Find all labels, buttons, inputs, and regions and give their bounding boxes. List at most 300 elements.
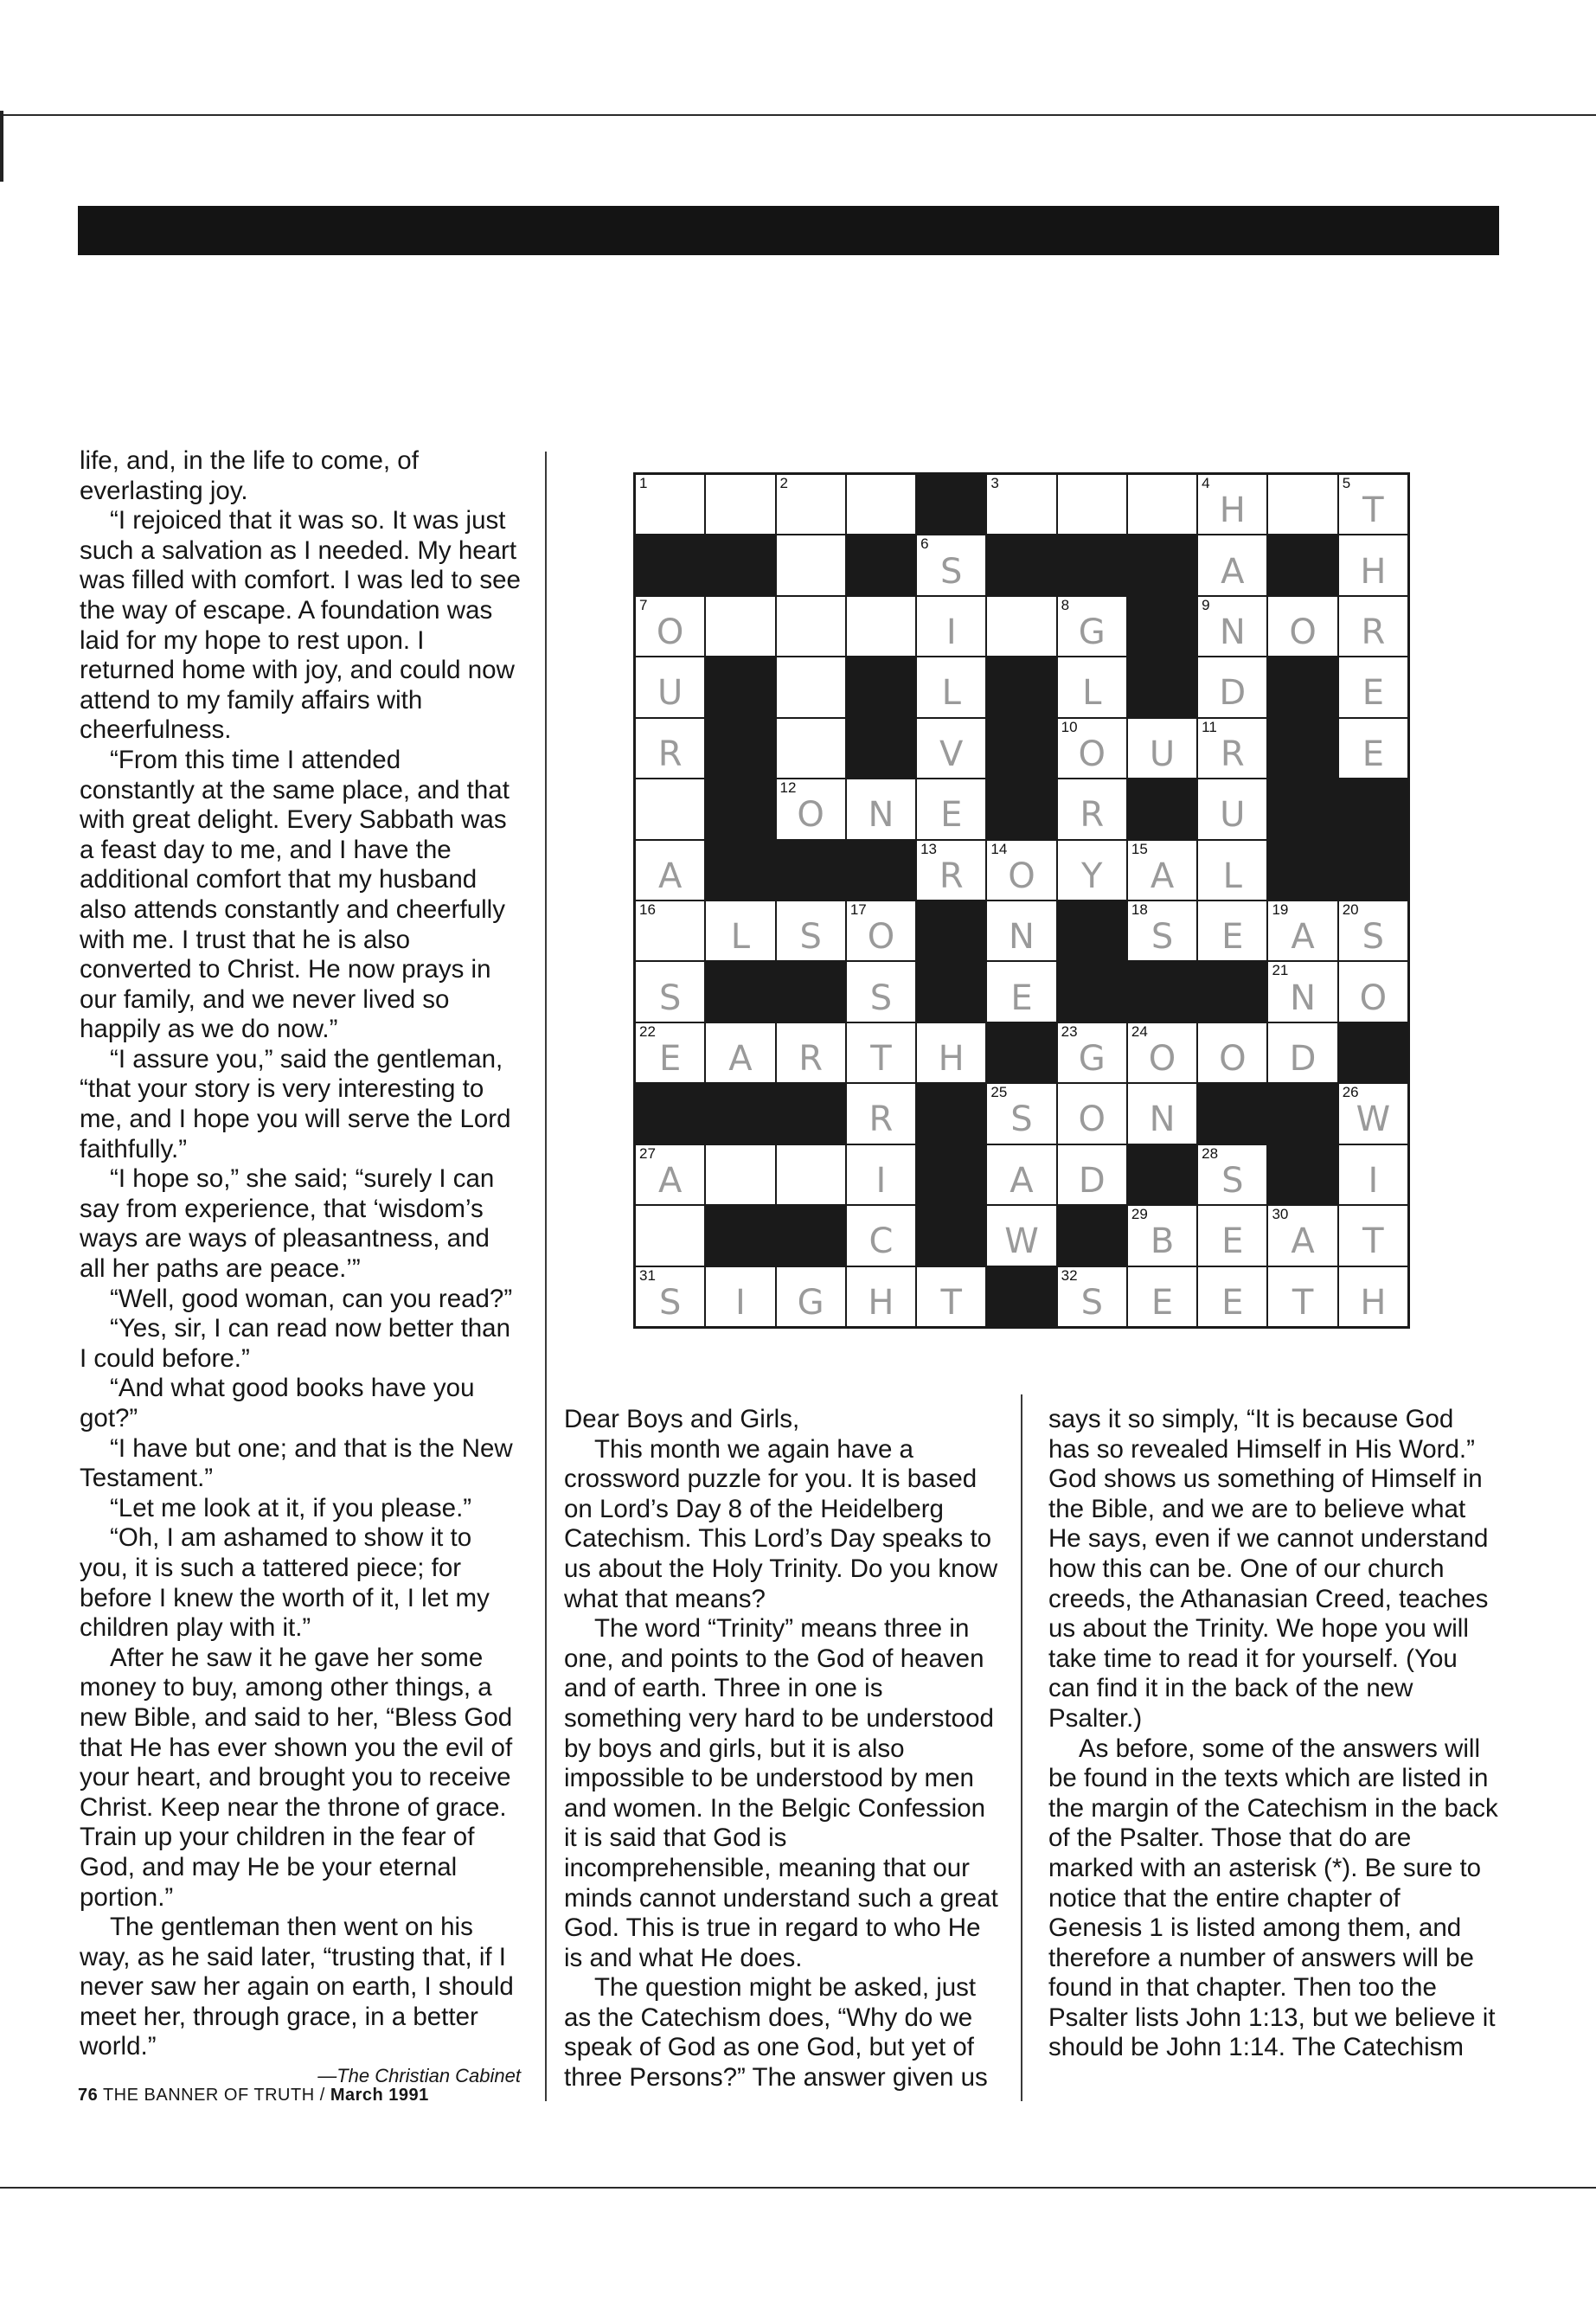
crossword-cell[interactable]: [987, 1206, 1055, 1265]
crossword-cell[interactable]: [1058, 597, 1126, 656]
handwritten-answer-letter: T: [940, 1282, 962, 1323]
handwritten-answer-letter: Y: [1081, 856, 1103, 896]
paragraph: “I have but one; and that is the New Testament.”: [80, 1433, 513, 1493]
crossword-cell[interactable]: [636, 1267, 704, 1326]
crossword-cell[interactable]: [1339, 657, 1407, 716]
handwritten-answer-letter: N: [1009, 917, 1035, 958]
crossword-cell[interactable]: [777, 779, 845, 838]
page-number: 76: [78, 2086, 99, 2105]
crossword-block: [987, 719, 1055, 778]
source-attribution: —The Christian Cabinet: [317, 2065, 521, 2087]
paragraph: The gentleman then went on his way, as he said later, “trusting that, if I never saw her again on earth, I should meet her, through grace, in a better world.”: [80, 1913, 514, 2061]
crossword-cell[interactable]: [1058, 841, 1126, 900]
paragraph: “Let me look at it, if you please.”: [110, 1493, 472, 1522]
crossword-cell[interactable]: [706, 597, 774, 656]
crossword-cell[interactable]: [987, 597, 1055, 656]
crossword-cell[interactable]: [1058, 719, 1126, 778]
handwritten-answer-letter: O: [656, 612, 684, 653]
handwritten-answer-letter: A: [657, 1160, 683, 1201]
left-column-text: [80, 446, 521, 2090]
crossword-cell[interactable]: [847, 779, 915, 838]
crossword-block: [917, 1145, 985, 1204]
crossword-cell[interactable]: [1198, 841, 1266, 900]
crossword-block: [777, 841, 845, 900]
handwritten-answer-letter: O: [1219, 1039, 1247, 1080]
clue-number: 23: [1061, 1022, 1078, 1040]
crossword-block: [917, 1084, 985, 1143]
crossword-cell[interactable]: [636, 475, 704, 534]
clue-number: 32: [1061, 1266, 1078, 1284]
crossword-cell[interactable]: [1058, 1084, 1126, 1143]
middle-column-text: [564, 1405, 1000, 2093]
crossword-cell[interactable]: [1339, 535, 1407, 594]
handwritten-answer-letter: S: [1221, 1160, 1244, 1201]
crossword-block: [706, 779, 774, 838]
crossword-cell[interactable]: [1339, 1206, 1407, 1265]
clue-number: 11: [1202, 718, 1217, 735]
clue-number: 16: [639, 901, 656, 918]
handwritten-answer-letter: G: [797, 1282, 824, 1323]
handwritten-answer-letter: E: [940, 795, 963, 836]
crossword-block: [1128, 779, 1196, 838]
crossword-cell[interactable]: [1268, 1206, 1336, 1265]
crossword-block: [1268, 535, 1336, 594]
handwritten-answer-letter: T: [1362, 490, 1384, 531]
handwritten-answer-letter: N: [868, 795, 894, 836]
clue-number: 18: [1131, 901, 1148, 918]
header-bar: [78, 206, 1499, 255]
handwritten-answer-letter: A: [728, 1039, 753, 1080]
crossword-cell[interactable]: [1128, 1084, 1196, 1143]
crossword-cell[interactable]: [1268, 597, 1336, 656]
handwritten-answer-letter: B: [1150, 1221, 1175, 1262]
crossword-cell[interactable]: [917, 657, 985, 716]
clue-number: 17: [849, 901, 867, 918]
crossword-cell[interactable]: [777, 535, 845, 594]
page-footer: [78, 2086, 429, 2106]
crossword-cell[interactable]: [1058, 1023, 1126, 1082]
handwritten-answer-letter: R: [869, 1099, 894, 1140]
crossword-cell[interactable]: [1058, 1145, 1126, 1204]
crossword-cell[interactable]: [987, 1145, 1055, 1204]
crossword-block: [987, 657, 1055, 716]
crossword-cell[interactable]: [636, 1206, 704, 1265]
crossword-cell[interactable]: [636, 962, 704, 1021]
handwritten-answer-letter: U: [1149, 734, 1176, 774]
crossword-block: [1268, 719, 1336, 778]
crossword-cell[interactable]: [636, 1145, 704, 1204]
handwritten-answer-letter: H: [1219, 490, 1246, 531]
clue-number: 28: [1202, 1144, 1219, 1162]
crossword-block: [1128, 535, 1196, 594]
crossword-cell[interactable]: [1128, 719, 1196, 778]
crossword-cell[interactable]: [777, 719, 845, 778]
handwritten-answer-letter: R: [798, 1039, 824, 1080]
crossword-block: [636, 1084, 704, 1143]
crossword-cell[interactable]: [847, 1084, 915, 1143]
handwritten-answer-letter: C: [869, 1221, 894, 1262]
clue-number: 2: [779, 475, 788, 491]
crossword-cell[interactable]: [1339, 1267, 1407, 1326]
paragraph: life, and, in the life to come, of everlasting joy.: [80, 446, 419, 505]
crossword-cell[interactable]: [1339, 901, 1407, 960]
crossword-block: [636, 535, 704, 594]
crossword-cell[interactable]: [777, 475, 845, 534]
handwritten-answer-letter: S: [799, 917, 822, 958]
handwritten-answer-letter: E: [1362, 673, 1384, 714]
crossword-cell[interactable]: [777, 1145, 845, 1204]
clue-number: 8: [1061, 596, 1070, 613]
crossword-block: [1128, 1145, 1196, 1204]
handwritten-answer-letter: G: [1078, 612, 1106, 653]
crossword-cell[interactable]: [636, 657, 704, 716]
crossword-block: [1339, 841, 1407, 900]
handwritten-answer-letter: L: [730, 917, 751, 958]
crossword-cell[interactable]: [847, 1145, 915, 1204]
handwritten-answer-letter: R: [1361, 612, 1386, 653]
crossword-block: [706, 535, 774, 594]
handwritten-answer-letter: R: [657, 734, 683, 774]
handwritten-answer-letter: S: [1362, 917, 1385, 958]
handwritten-answer-letter: I: [945, 612, 957, 653]
crossword-cell[interactable]: [636, 841, 704, 900]
crossword-cell[interactable]: [917, 841, 985, 900]
right-column-text: [1048, 1405, 1498, 2063]
handwritten-answer-letter: O: [1078, 1099, 1106, 1140]
crossword-block: [917, 901, 985, 960]
handwritten-answer-letter: N: [1149, 1099, 1176, 1140]
paragraph: The question might be asked, just as the Catechism does, “Why do we speak of God as one God, but yet of three Persons?” The answer given us: [564, 1973, 988, 2093]
crossword-cell[interactable]: [1058, 657, 1126, 716]
paragraph: “From this time I attended constantly at the same place, and that with great delight. Every Sabbath was a feast day to me, and I have the additional comfort that my husband also attends constantly and cheerfully with me. I trust that he is also converted to Christ. He now prays in our family, and we never lived so happily as we do now.”: [80, 745, 510, 1044]
issue-date: March 1991: [330, 2086, 429, 2105]
crossword-cell[interactable]: [1128, 475, 1196, 534]
crossword-block: [1198, 962, 1266, 1021]
crossword-cell[interactable]: [1268, 962, 1336, 1021]
handwritten-answer-letter: H: [938, 1039, 965, 1080]
crossword-cell[interactable]: [917, 597, 985, 656]
crossword-cell[interactable]: [1339, 475, 1407, 534]
crossword-cell[interactable]: [1268, 475, 1336, 534]
crossword-block: [1128, 597, 1196, 656]
handwritten-answer-letter: W: [1356, 1099, 1391, 1140]
handwritten-answer-letter: H: [1360, 551, 1387, 592]
crossword-cell[interactable]: [987, 841, 1055, 900]
handwritten-answer-letter: A: [1010, 1160, 1034, 1201]
crossword-block: [777, 1206, 845, 1265]
crossword-cell[interactable]: [917, 535, 985, 594]
handwritten-answer-letter: H: [868, 1282, 894, 1323]
handwritten-answer-letter: T: [1292, 1282, 1314, 1323]
clue-number: 15: [1131, 840, 1148, 857]
handwritten-answer-letter: O: [867, 917, 895, 958]
handwritten-answer-letter: V: [939, 734, 964, 774]
handwritten-answer-letter: L: [1082, 673, 1102, 714]
handwritten-answer-letter: U: [657, 673, 683, 714]
crossword-cell[interactable]: [1128, 841, 1196, 900]
crossword-block: [987, 1023, 1055, 1082]
crossword-cell[interactable]: [1268, 1023, 1336, 1082]
crossword-block: [1058, 1206, 1126, 1265]
salutation: Dear Boys and Girls,: [564, 1405, 800, 1433]
crossword-block: [1268, 1145, 1336, 1204]
handwritten-answer-letter: U: [1220, 795, 1246, 836]
paragraph: “Oh, I am ashamed to show it to you, it is such a tattered piece; for before I knew the worth of it, I let my children play with it.”: [80, 1523, 490, 1643]
crossword-block: [706, 841, 774, 900]
crossword-cell[interactable]: [1198, 1206, 1266, 1265]
handwritten-answer-letter: D: [1219, 673, 1247, 714]
crossword-cell[interactable]: [636, 719, 704, 778]
clue-number: 30: [1272, 1206, 1289, 1223]
crossword-block: [1268, 657, 1336, 716]
clue-number: 12: [779, 779, 797, 797]
clue-number: 13: [920, 840, 937, 857]
crossword-cell[interactable]: [777, 1023, 845, 1082]
crossword-cell[interactable]: [1058, 1267, 1126, 1326]
clue-number: 31: [639, 1266, 656, 1284]
crossword-cell[interactable]: [1339, 597, 1407, 656]
handwritten-answer-letter: O: [1148, 1039, 1176, 1080]
handwritten-answer-letter: O: [1289, 612, 1317, 653]
handwritten-answer-letter: S: [1080, 1282, 1103, 1323]
handwritten-answer-letter: A: [657, 856, 683, 896]
crossword-cell[interactable]: [636, 1023, 704, 1082]
crossword-cell[interactable]: [917, 779, 985, 838]
handwritten-answer-letter: E: [1151, 1282, 1174, 1323]
crossword-block: [1339, 779, 1407, 838]
crossword-block: [1058, 535, 1126, 594]
handwritten-answer-letter: E: [1221, 917, 1244, 958]
paragraph: “I hope so,” she said; “surely I can say from experience, that ‘wisdom’s ways are ways of pleasantness, and all her paths are peace.’”: [80, 1164, 495, 1284]
paragraph: says it so simply, “It is because God has so revealed Himself in His Word.” God shows us something of Himself in the Bible, and we are to believe what He says, even if we cannot understand how this can be. One of our church creeds, the Athanasian Creed, teaches us about the Trinity. We hope you will take time to read it for yourself. (You can find it in the back of the new Psalter.): [1048, 1405, 1489, 1733]
paragraph: “And what good books have you got?”: [80, 1374, 475, 1433]
handwritten-answer-letter: I: [1368, 1160, 1379, 1201]
handwritten-answer-letter: I: [875, 1160, 887, 1201]
crossword-cell[interactable]: [1128, 1023, 1196, 1082]
handwritten-answer-letter: A: [1291, 917, 1315, 958]
crossword-block: [987, 1267, 1055, 1326]
crossword-block: [1058, 962, 1126, 1021]
crossword-cell[interactable]: [1058, 475, 1126, 534]
crossword-cell[interactable]: [1198, 535, 1266, 594]
crossword-cell[interactable]: [917, 1023, 985, 1082]
crossword-cell[interactable]: [917, 1267, 985, 1326]
handwritten-answer-letter: D: [1289, 1039, 1317, 1080]
crossword-block: [917, 962, 985, 1021]
clue-number: 22: [639, 1022, 656, 1040]
handwritten-answer-letter: E: [1362, 734, 1384, 774]
handwritten-answer-letter: R: [1220, 734, 1245, 774]
publication-name: THE BANNER OF TRUTH /: [102, 2086, 325, 2105]
handwritten-answer-letter: E: [658, 1039, 682, 1080]
clue-number: 26: [1342, 1084, 1359, 1101]
handwritten-answer-letter: A: [1221, 551, 1245, 592]
handwritten-answer-letter: A: [1291, 1221, 1315, 1262]
crossword-cell[interactable]: [1268, 901, 1336, 960]
crossword-cell[interactable]: [847, 597, 915, 656]
paragraph: “I rejoiced that it was so. It was just such a salvation as I needed. My heart was filled with comfort. I was led to see the way of escape. A foundation was laid for my hope to rest upon. I returned home with joy, and could now attend to my family affairs with cheerfulness.: [80, 506, 521, 745]
crossword-block: [1268, 1084, 1336, 1143]
crossword-block: [706, 962, 774, 1021]
clue-number: 10: [1061, 718, 1078, 735]
crossword-block: [777, 962, 845, 1021]
crossword-block: [706, 657, 774, 716]
crossword-cell[interactable]: [706, 1267, 774, 1326]
crossword-cell[interactable]: [777, 657, 845, 716]
paragraph: “I assure you,” said the gentleman, “that your story is very interesting to me, and I hope you will serve the Lord faithfully.”: [80, 1044, 511, 1163]
crossword-block: [847, 719, 915, 778]
crossword-cell[interactable]: [706, 475, 774, 534]
crossword-cell[interactable]: [1058, 779, 1126, 838]
clue-number: 5: [1342, 475, 1351, 491]
crossword-cell[interactable]: [847, 962, 915, 1021]
handwritten-answer-letter: S: [1010, 1099, 1033, 1140]
handwritten-answer-letter: H: [1360, 1282, 1387, 1323]
crossword-cell[interactable]: [1198, 475, 1266, 534]
clue-number: 7: [639, 596, 648, 613]
clue-number: 6: [920, 535, 929, 553]
paragraph: As before, some of the answers will be found in the texts which are listed in the margin of the Catechism in the back of the Psalter. Those that do are marked with an asterisk (*). Be sure to notice that the entire chapter of Genesis 1 is listed among them, and therefore a number of answers will be found in that chapter. Then too the Psalter lists John 1:13, but we believe it should be John 1:14. The Catechism: [1048, 1734, 1498, 2062]
crossword-block: [1268, 841, 1336, 900]
crossword-cell[interactable]: [847, 1206, 915, 1265]
clue-number: 20: [1342, 901, 1359, 918]
handwritten-answer-letter: N: [1290, 977, 1317, 1018]
crossword-cell[interactable]: [636, 597, 704, 656]
crossword-cell[interactable]: [1198, 597, 1266, 656]
crossword-block: [987, 535, 1055, 594]
crossword-cell[interactable]: [1339, 1145, 1407, 1204]
crossword-cell[interactable]: [706, 1023, 774, 1082]
handwritten-answer-letter: S: [658, 1282, 682, 1323]
handwritten-answer-letter: I: [735, 1282, 746, 1323]
crossword-block: [847, 657, 915, 716]
paragraph: “Well, good woman, can you read?”: [110, 1284, 513, 1313]
handwritten-answer-letter: G: [1078, 1039, 1106, 1080]
handwritten-answer-letter: S: [869, 977, 893, 1018]
crossword-cell[interactable]: [917, 719, 985, 778]
crossword-block: [1268, 779, 1336, 838]
crossword-cell[interactable]: [1198, 1267, 1266, 1326]
crossword-block: [706, 719, 774, 778]
crossword-grid: [633, 472, 1410, 1329]
crossword-block: [1058, 901, 1126, 960]
crossword-cell[interactable]: [1339, 719, 1407, 778]
crossword-block: [917, 1206, 985, 1265]
crossword-cell[interactable]: [777, 597, 845, 656]
clue-number: 24: [1131, 1022, 1148, 1040]
crossword-cell[interactable]: [847, 1267, 915, 1326]
crossword-cell[interactable]: [636, 901, 704, 960]
crossword-block: [847, 841, 915, 900]
crossword-cell[interactable]: [1128, 901, 1196, 960]
crossword-cell[interactable]: [777, 901, 845, 960]
crossword-block: [706, 1084, 774, 1143]
handwritten-answer-letter: O: [797, 795, 824, 836]
handwritten-answer-letter: O: [1078, 734, 1106, 774]
handwritten-answer-letter: E: [1221, 1282, 1244, 1323]
crossword-cell[interactable]: [1198, 719, 1266, 778]
crossword-cell[interactable]: [987, 901, 1055, 960]
paragraph: The word “Trinity” means three in one, and points to the God of heaven and of earth. Three in one is something very hard to be understood by boys and girls, but it is also impossible to be understood by men and women. In the Belgic Confession it is said that God is incomprehensible, meaning that our minds cannot understand such a great God. This is true in regard to who He is and what He does.: [564, 1614, 998, 1972]
crossword-block: [777, 1084, 845, 1143]
crossword-block: [987, 779, 1055, 838]
crossword-cell[interactable]: [706, 901, 774, 960]
handwritten-answer-letter: R: [1080, 795, 1105, 836]
clue-number: 1: [639, 475, 648, 491]
crossword-block: [706, 1206, 774, 1265]
handwritten-answer-letter: E: [1221, 1221, 1244, 1262]
column-divider-left: [545, 452, 547, 2101]
page-edge-mark: [0, 111, 3, 182]
handwritten-answer-letter: L: [941, 673, 961, 714]
crossword-cell[interactable]: [777, 1267, 845, 1326]
crossword-cell[interactable]: [1198, 1145, 1266, 1204]
handwritten-answer-letter: N: [1219, 612, 1246, 653]
crossword-cell[interactable]: [1128, 1267, 1196, 1326]
crossword-cell[interactable]: [1198, 657, 1266, 716]
crossword-cell[interactable]: [1339, 962, 1407, 1021]
clue-number: 25: [990, 1084, 1008, 1101]
clue-number: 4: [1202, 475, 1210, 491]
crossword-cell[interactable]: [1198, 1023, 1266, 1082]
crossword-cell[interactable]: [987, 962, 1055, 1021]
crossword-block: [1198, 1084, 1266, 1143]
clue-number: 21: [1272, 962, 1289, 979]
handwritten-answer-letter: O: [1008, 856, 1035, 896]
crossword-block: [1128, 657, 1196, 716]
clue-number: 19: [1272, 901, 1289, 918]
handwritten-answer-letter: S: [940, 551, 963, 592]
crossword-cell[interactable]: [636, 779, 704, 838]
crossword-cell[interactable]: [987, 1084, 1055, 1143]
handwritten-answer-letter: E: [1010, 977, 1033, 1018]
crossword-cell[interactable]: [1198, 901, 1266, 960]
handwritten-answer-letter: S: [1151, 917, 1174, 958]
handwritten-answer-letter: T: [1362, 1221, 1384, 1262]
crossword-cell[interactable]: [1339, 1084, 1407, 1143]
crossword-block: [917, 475, 985, 534]
handwritten-answer-letter: A: [1150, 856, 1175, 896]
crossword-block: [847, 535, 915, 594]
paragraph: “Yes, sir, I can read now better than I could before.”: [80, 1314, 510, 1373]
clue-number: 29: [1131, 1206, 1148, 1223]
crossword-block: [1128, 962, 1196, 1021]
crossword-cell[interactable]: [1268, 1267, 1336, 1326]
crossword-cell[interactable]: [847, 475, 915, 534]
crossword-cell[interactable]: [706, 1145, 774, 1204]
crossword-cell[interactable]: [987, 475, 1055, 534]
clue-number: 27: [639, 1144, 656, 1162]
handwritten-answer-letter: O: [1359, 977, 1388, 1018]
paragraph: This month we again have a crossword puzzle for you. It is based on Lord’s Day 8 of the Heidelberg Catechism. This Lord’s Day speaks to us about the Holy Trinity. Do you know what that means?: [564, 1434, 998, 1613]
crossword-cell[interactable]: [1128, 1206, 1196, 1265]
handwritten-answer-letter: R: [939, 856, 964, 896]
handwritten-answer-letter: W: [1004, 1221, 1039, 1262]
column-divider-right: [1021, 1394, 1022, 2101]
handwritten-answer-letter: T: [870, 1039, 892, 1080]
crossword-cell[interactable]: [1198, 779, 1266, 838]
clue-number: 3: [990, 475, 999, 491]
clue-number: 14: [990, 840, 1008, 857]
paragraph: After he saw it he gave her some money to buy, among other things, a new Bible, and said to her, “Bless God that He has ever shown you the evil of your heart, and brought you to receive Christ. Keep near the throne of grace. Train up your children in the fear of God, and may He be your eternal portion.”: [80, 1643, 513, 1912]
crossword-cell[interactable]: [847, 1023, 915, 1082]
handwritten-answer-letter: D: [1078, 1160, 1106, 1201]
crossword-block: [1339, 1023, 1407, 1082]
crossword-cell[interactable]: [847, 901, 915, 960]
handwritten-answer-letter: L: [1222, 856, 1242, 896]
handwritten-answer-letter: S: [658, 977, 682, 1018]
clue-number: 9: [1202, 596, 1210, 613]
